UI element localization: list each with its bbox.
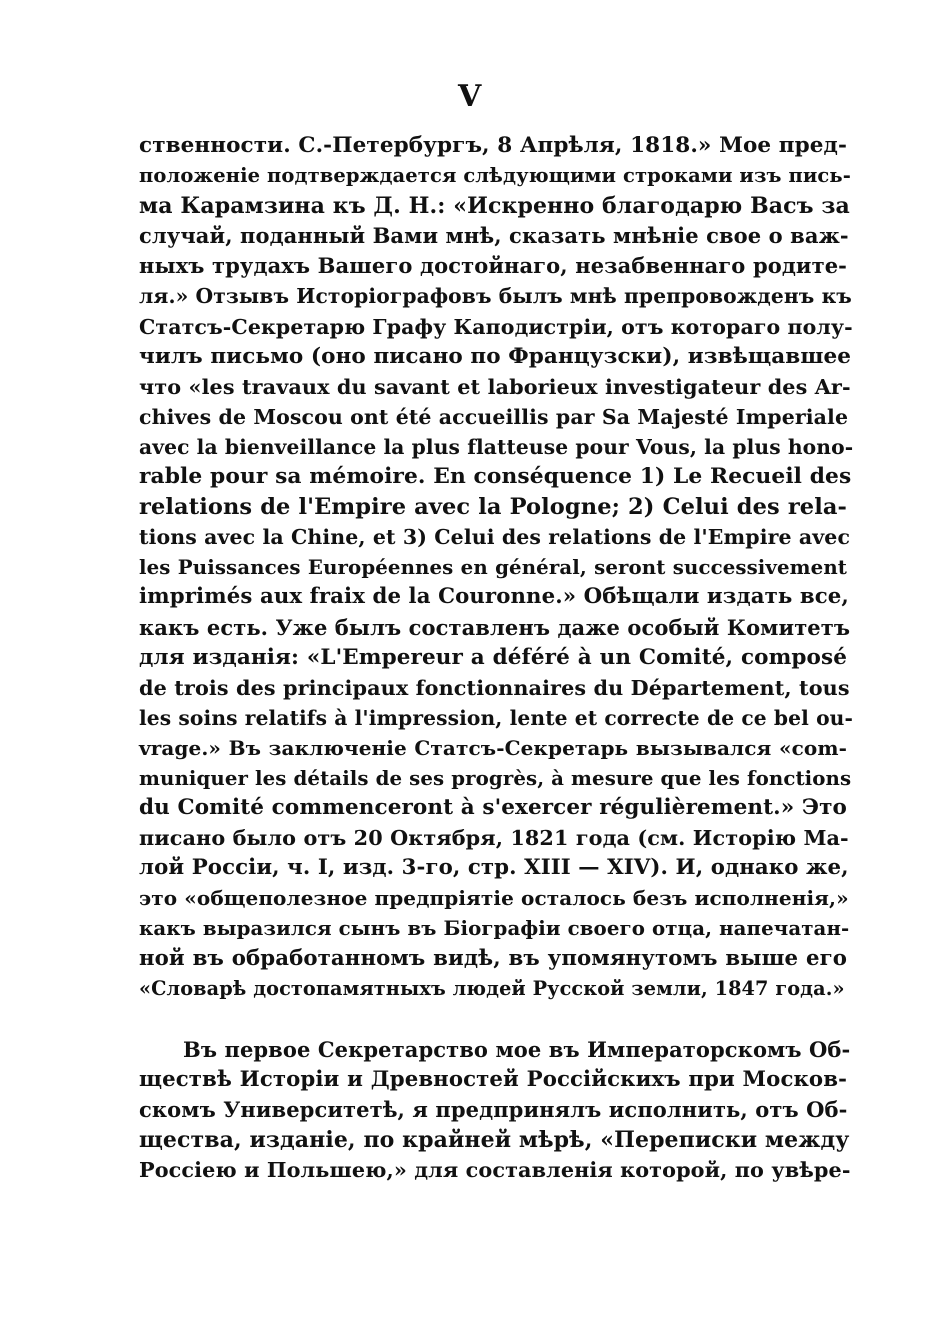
text-line: les Puissances Européennes en général, seront successivement (139, 555, 847, 580)
text-line: чилъ письмо (оно писано по Французски), извѣщавшее (139, 343, 852, 369)
text-line: ной въ обработанномъ видѣ, въ упомянутомъ выше его (139, 945, 847, 971)
text-line: ма Карамзина къ Д. Н.: «Искренно благодарю Васъ за (139, 193, 850, 220)
text-line: ля.» Отзывъ Исторіографовъ былъ мнѣ препровожденъ къ (139, 284, 852, 309)
text-line: случай, поданный Вами мнѣ, сказать мнѣніе свое о важ- (139, 223, 849, 249)
text-line: ственности. С.-Петербургъ, 8 Апрѣля, 1818.» Мое пред- (139, 133, 847, 158)
text-line: rable pour sa mémoire. En conséquence 1) Le Recueil des (139, 464, 852, 490)
text-line: какъ выразился сынъ въ Біографіи своего отца, напечатан- (139, 916, 850, 941)
text-line: скомъ Университетѣ, я предпринялъ исполнить, отъ Об- (139, 1097, 848, 1123)
text-line: ществѣ Исторіи и Древностей Россійскихъ при Москов- (139, 1067, 847, 1093)
text-line: chives de Moscou ont été accueillis par Sa Majesté Imperiale (139, 404, 849, 429)
text-line: relations de l'Empire avec la Pologne; 2) Celui des rela- (139, 494, 847, 521)
text-line: щества, изданіе, по крайней мѣрѣ, «Переписки между (139, 1127, 850, 1154)
text-line: для изданія: «L'Empereur a déféré à un Comité, composé (139, 644, 847, 670)
text-line: avec la bienveillance la plus flatteuse pour Vous, la plus hono- (139, 434, 854, 459)
paragraph-2 (139, 1035, 851, 1185)
text-line: Россіею и Польшею,» для составленія которой, по увѣре- (139, 1158, 851, 1183)
text-line: что «les travaux du savant et laborieux investigateur des Ar- (139, 374, 851, 399)
text-line: писано было отъ 20 Октября, 1821 года (см. Исторію Ма- (139, 826, 849, 851)
text-line: ныхъ трудахъ Вашего достойнаго, незабвеннаго родите- (139, 253, 847, 279)
paragraph-1 (139, 131, 854, 1004)
text-line: положеніе подтверждается слѣдующими строками изъ пись- (139, 164, 851, 188)
text-line: imprimés aux fraix de la Couronne.» Обѣщали издать все, (139, 584, 849, 610)
text-line: muniquer les détails de ses progrès, à mesure que les fonctions (139, 765, 852, 790)
text-line: du Comité commenceront à s'exercer régulièrement.» Это (139, 795, 847, 821)
page-number: V (458, 79, 482, 114)
text-line: лой Россіи, ч. I, изд. 3-го, стр. XIII — XIV). И, однако же, (139, 855, 849, 881)
text-line: vrage.» Въ заключеніе Статсъ-Секретарь вызывался «com- (139, 735, 847, 760)
text-line: tions avec la Chine, et 3) Celui des relations de l'Empire avec (139, 525, 851, 550)
text-line: de trois des principaux fonctionnaires du Département, tous (139, 675, 850, 700)
text-line: Статсъ-Секретарю Графу Каподистріи, отъ котораго полу- (139, 314, 853, 339)
text-line: «Словарѣ достопамятныхъ людей Русской земли, 1847 года.» (139, 976, 845, 1000)
text-line: Въ первое Секретарство мое въ Императорскомъ Об- (183, 1037, 851, 1062)
text-line: это «общеполезное предпріятіе осталось безъ исполненія,» (139, 886, 849, 911)
text-line: les soins relatifs à l'impression, lente et correcte de ce bel ou- (139, 705, 854, 730)
text-line: какъ есть. Уже былъ составленъ даже особый Комитетъ (139, 614, 851, 640)
